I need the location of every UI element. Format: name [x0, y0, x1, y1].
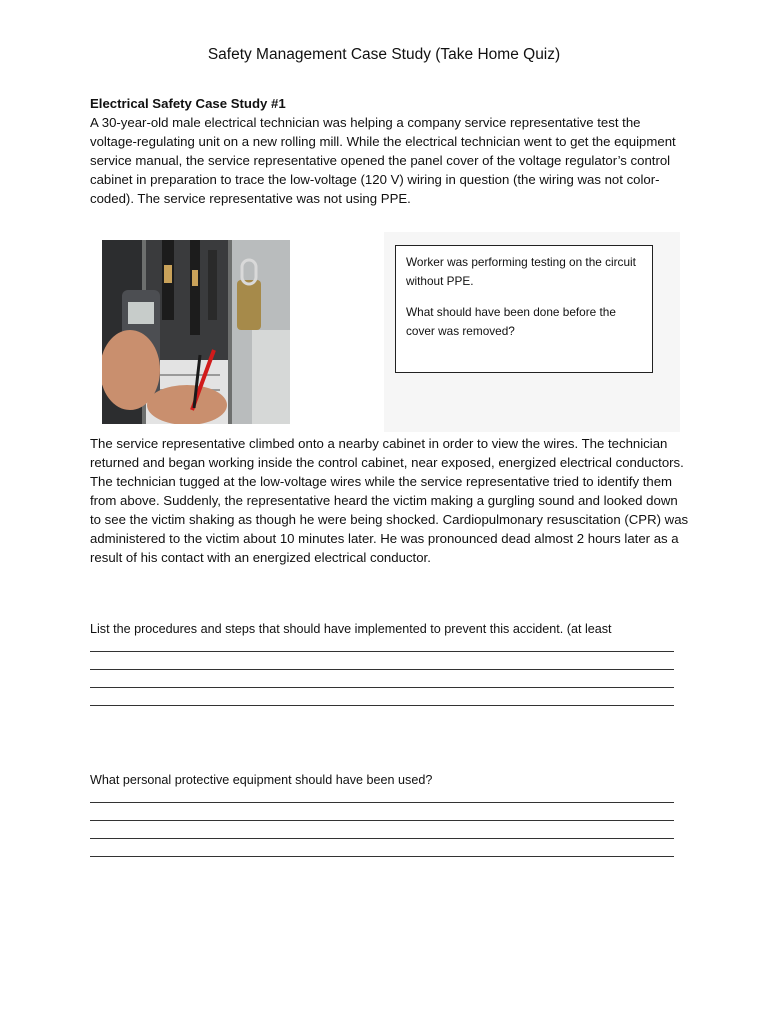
answer-line[interactable]	[90, 820, 674, 821]
photo-illustration	[102, 240, 290, 424]
answer-line[interactable]	[90, 856, 674, 857]
callout-text-1: Worker was performing testing on the circuit without PPE.	[406, 255, 636, 288]
document-title: Safety Management Case Study (Take Home Quiz)	[207, 46, 561, 63]
case-paragraph-2: The service representative climbed onto a nearby cabinet in order to view the wires. The technician returned and began working inside the control cabinet, near exposed, energized electrical conductors. The technician tugged at the low-voltage wires while the service representative tried to identify them from above. Suddenly, the representative heard the victim making a gurgling sound and looked down to see the victim shaking as though he were being shocked. Cardiopulmonary resuscitation (CPR) was administered to the victim about 10 minutes later. He was pronounced dead almost 2 hours later as a result of his contact with an energized electrical conductor.	[90, 436, 689, 565]
callout-box	[395, 245, 653, 373]
callout-text-2: What should have been done before the cover was removed?	[406, 305, 616, 338]
answer-line[interactable]	[90, 838, 674, 839]
case-study-heading: Electrical Safety Case Study #1	[90, 96, 286, 111]
question-1-prompt: List the procedures and steps that should have implemented to prevent this accident. (at least	[90, 622, 612, 636]
case-paragraph-1: A 30-year-old male electrical technician was helping a company service representative test the voltage-regulating unit on a new rolling mill. While the electrical technician went to get the equipment service manual, the service representative opened the panel cover of the voltage regulator’s control cabinet in preparation to trace the low-voltage (120 V) wiring in question (the wiring was not color-coded). The service representative was not using PPE.	[90, 115, 676, 206]
question-2-prompt: What personal protective equipment should have been used?	[90, 773, 433, 787]
electrical-panel-photo	[102, 240, 290, 424]
answer-line[interactable]	[90, 802, 674, 803]
answer-line[interactable]	[90, 687, 674, 688]
answer-line[interactable]	[90, 669, 674, 670]
answer-line[interactable]	[90, 651, 674, 652]
answer-line[interactable]	[90, 705, 674, 706]
